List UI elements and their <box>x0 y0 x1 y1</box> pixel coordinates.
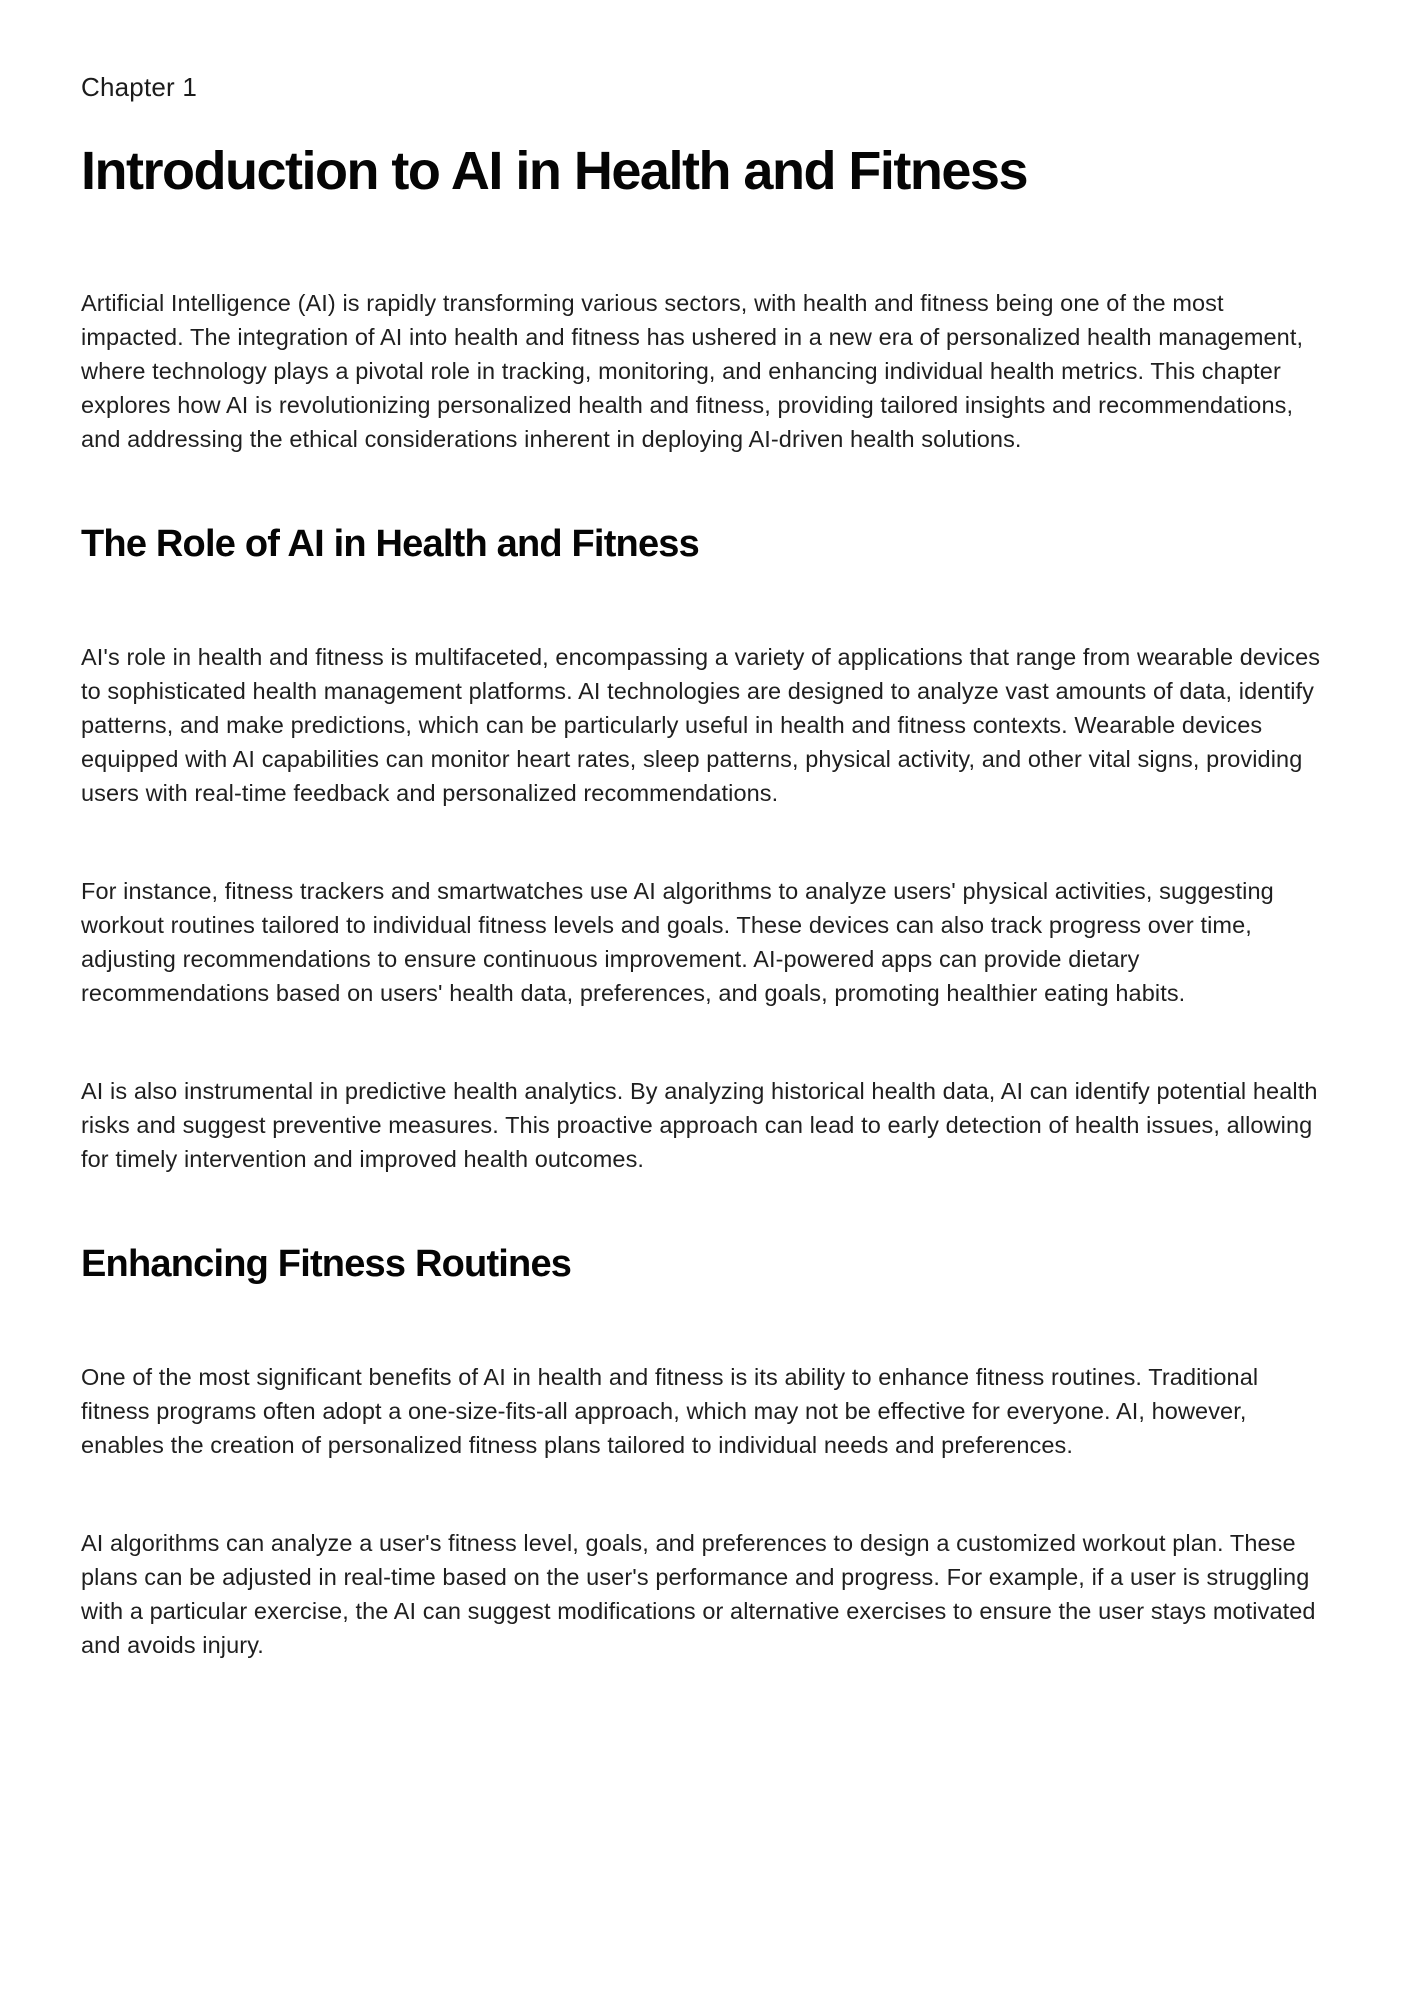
page-title: Introduction to AI in Health and Fitness <box>81 141 1027 201</box>
paragraph-predictive-analytics: AI is also instrumental in predictive health analytics. By analyzing historical health data, AI can identify potential health risks and suggest preventive measures. This proactive approach can lead to early detection of health issues, allowing for timely intervention and improved health outcomes. <box>81 1078 1318 1172</box>
paragraph-trackers-smartwatches: For instance, fitness trackers and smartwatches use AI algorithms to analyze users' physical activities, suggesting workout routines tailored to individual fitness levels and goals. These devices can also track progress over time, adjusting recommendations to ensure continuous improvement. AI-powered apps can provide dietary recommendations based on users' health data, preferences, and goals, promoting healthier eating habits. <box>81 878 1274 1006</box>
section-heading-enhancing-fitness: Enhancing Fitness Routines <box>81 1243 572 1285</box>
paragraph-customized-workout: AI algorithms can analyze a user's fitness level, goals, and preferences to design a customized workout plan. These plans can be adjusted in real-time based on the user's performance and progress. For example, if a user is struggling with a particular exercise, the AI can suggest modifications or alternative exercises to ensure the user stays motivated and avoids injury. <box>81 1530 1316 1658</box>
paragraph-role-applications: AI's role in health and fitness is multifaceted, encompassing a variety of applications that range from wearable devices to sophisticated health management platforms. AI technologies are designed to analyze vast amounts of data, identify patterns, and make predictions, which can be particularly useful in health and fitness contexts. Wearable devices equipped with AI capabilities can monitor heart rates, sleep patterns, physical activity, and other vital signs, providing users with real-time feedback and personalized recommendations. <box>81 644 1321 806</box>
intro-paragraph: Artificial Intelligence (AI) is rapidly transforming various sectors, with health and fitness being one of the most impacted. The integration of AI into health and fitness has ushered in a new era of personalized health management, where technology plays a pivotal role in tracking, monitoring, and enhancing individual health metrics. This chapter explores how AI is revolutionizing personalized health and fitness, providing tailored insights and recommendations, and addressing the ethical considerations inherent in deploying AI-driven health solutions. <box>81 290 1304 452</box>
section-heading-role-of-ai: The Role of AI in Health and Fitness <box>81 523 699 565</box>
chapter-label: Chapter 1 <box>81 72 197 102</box>
paragraph-fitness-benefits: One of the most significant benefits of AI in health and fitness is its ability to enhance fitness routines. Traditional fitness programs often adopt a one-size-fits-all approach, which may not be effective for everyone. AI, however, enables the creation of personalized fitness plans tailored to individual needs and preferences. <box>81 1364 1259 1458</box>
